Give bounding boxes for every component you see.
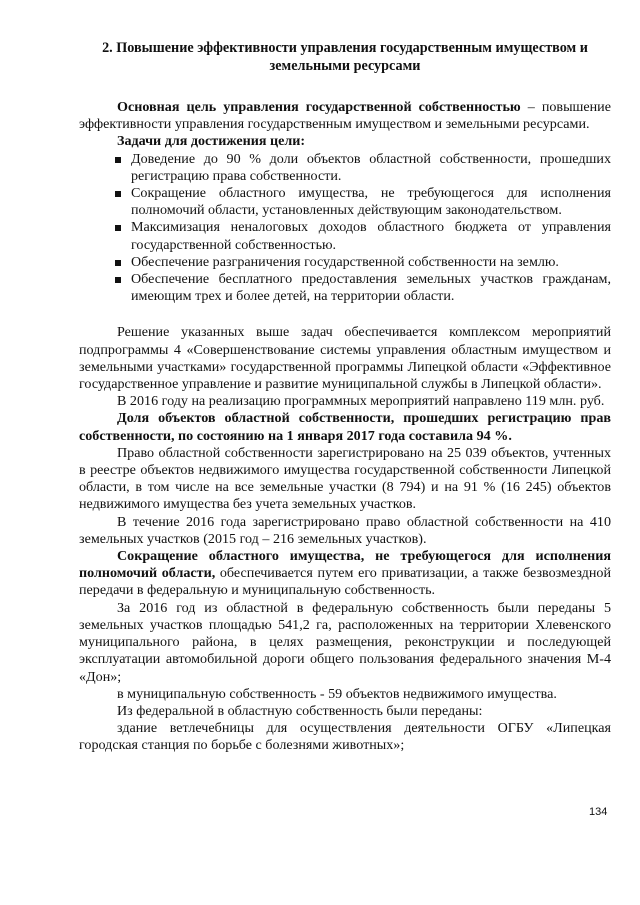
bullet-square-icon bbox=[115, 191, 121, 197]
reduction-label: Сокращение областного имущества, не требующегося для исполнения полномочий области, bbox=[79, 548, 611, 582]
bullet-square-icon bbox=[115, 225, 121, 231]
list-item bbox=[79, 151, 611, 185]
list-item bbox=[79, 219, 611, 253]
task-text: Сокращение областного имущества, не требующегося для исполнения полномочий области, установленных действующим законодательством. bbox=[131, 185, 611, 219]
federal-paragraph: За 2016 год из областной в федеральную собственность были переданы 5 земельных участков площадью 541,2 га, расположенных на территории Хлевенского муниципального района, в целях размещения, реконструкции и последующей эксплуатации автомобильной дороги общего пользования федерального значения М-4 «Дон»; bbox=[79, 599, 611, 685]
page-number: 134 bbox=[589, 806, 608, 818]
goal-text: – повышение эффективности управления государственным имуществом и земельными ресурсами. bbox=[79, 99, 611, 133]
funding-paragraph: В 2016 году на реализацию программных мероприятий направлено 119 млн. руб. bbox=[117, 393, 605, 410]
reduction-text: обеспечивается путем его приватизации, а также безвозмездной передачи в федеральную и муниципальную собственность. bbox=[79, 565, 611, 599]
tasks-list bbox=[79, 151, 611, 306]
tasks-label: Задачи для достижения цели: bbox=[117, 133, 306, 150]
task-text: Обеспечение бесплатного предоставления земельных участков гражданам, имеющим трех и более детей, на территории области. bbox=[131, 271, 611, 305]
task-text: Доведение до 90 % доли объектов областной собственности, прошедших регистрацию права собственности. bbox=[131, 150, 611, 184]
task-text: Обеспечение разграничения государственной собственности на землю. bbox=[131, 253, 559, 270]
from-federal-paragraph: Из федеральной в областную собственность были переданы: bbox=[117, 702, 483, 719]
share-heading: Доля объектов областной собственности, прошедших регистрацию прав собственности, по состоянию на 1 января 2017 года составила 94 %. bbox=[79, 410, 611, 444]
list-item bbox=[79, 271, 611, 305]
municipal-paragraph: в муниципальную собственность - 59 объектов недвижимого имущества. bbox=[117, 685, 557, 702]
spacer bbox=[79, 305, 611, 324]
reduction-paragraph bbox=[79, 548, 611, 600]
document-page bbox=[79, 40, 611, 755]
list-item bbox=[79, 254, 611, 271]
list-item bbox=[79, 185, 611, 219]
goal-label: Основная цель управления государственной собственностью bbox=[117, 99, 521, 115]
task-text: Максимизация неналоговых доходов областного бюджета от управления государственной собственностью. bbox=[131, 219, 611, 253]
bullet-square-icon bbox=[115, 277, 121, 283]
bullet-square-icon bbox=[115, 260, 121, 266]
registered-paragraph: Право областной собственности зарегистрировано на 25 039 объектов, учтенных в реестре объектов недвижимого имущества государственной собственности Липецкой области, в том числе на все земельные участки (8 794) и на 91 % (16 245) объектов недвижимого имущества без учета земельных участков. bbox=[79, 444, 611, 513]
goal-paragraph bbox=[79, 99, 611, 133]
vet-paragraph: здание ветлечебницы для осуществления деятельности ОГБУ «Липецкая городская станция по борьбе с болезнями животных»; bbox=[79, 720, 611, 754]
bullet-square-icon bbox=[115, 157, 121, 163]
land-paragraph: В течение 2016 года зарегистрировано право областной собственности на 410 земельных участков (2015 год – 216 земельных участков). bbox=[79, 513, 611, 547]
solution-paragraph: Решение указанных выше задач обеспечивается комплексом мероприятий подпрограммы 4 «Совершенствование системы управления областным имуществом и земельными участками» государственной программы Липецкой области «Эффективное государственное управление и развитие муниципальной службы в Липецкой области». bbox=[79, 324, 611, 393]
section-title: 2. Повышение эффективности управления государственным имуществом и земельными ресурсами bbox=[102, 40, 588, 74]
